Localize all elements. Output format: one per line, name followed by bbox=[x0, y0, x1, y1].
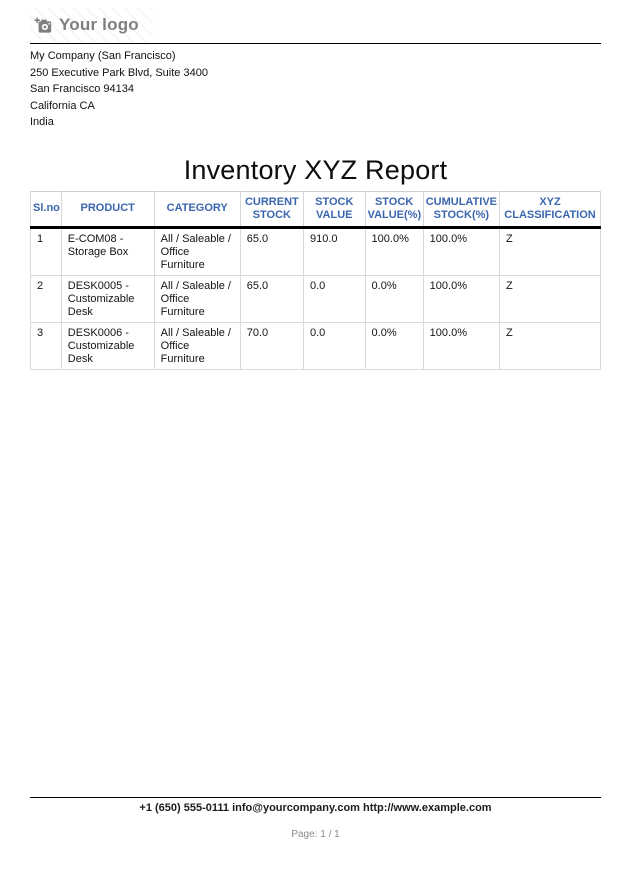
col-header-stock-value: STOCK VALUE bbox=[304, 191, 366, 227]
header-divider bbox=[30, 43, 601, 44]
table-row bbox=[31, 322, 601, 369]
cell-stock-value: 910.0 bbox=[304, 227, 366, 275]
company-address bbox=[30, 48, 601, 131]
cell-category: All / Saleable / Office Furniture bbox=[154, 322, 240, 369]
cell-xyz-classification: Z bbox=[500, 227, 601, 275]
page-number: Page: 1 / 1 bbox=[291, 829, 340, 840]
cell-stock-value: 0.0 bbox=[304, 275, 366, 322]
page-footer bbox=[30, 797, 601, 840]
col-header-stock-value-pct: STOCK VALUE(%) bbox=[365, 191, 423, 227]
cell-current-stock: 70.0 bbox=[240, 322, 303, 369]
camera-icon bbox=[34, 17, 52, 34]
address-line: California CA bbox=[30, 99, 95, 112]
cell-stock-value: 0.0 bbox=[304, 322, 366, 369]
address-line: 250 Executive Park Blvd, Suite 3400 bbox=[30, 66, 208, 79]
logo-label: Your logo bbox=[59, 15, 139, 34]
cell-slno: 1 bbox=[31, 227, 62, 275]
cell-stock-value-pct: 100.0% bbox=[365, 227, 423, 275]
col-header-current-stock: CURRENT STOCK bbox=[240, 191, 303, 227]
cell-stock-value-pct: 0.0% bbox=[365, 322, 423, 369]
col-header-product: PRODUCT bbox=[61, 191, 154, 227]
report-title: Inventory XYZ Report bbox=[183, 154, 448, 185]
cell-stock-value-pct: 0.0% bbox=[365, 275, 423, 322]
footer-contact: +1 (650) 555-0111 info@yourcompany.com http://www.example.com bbox=[139, 802, 492, 814]
table-row bbox=[31, 275, 601, 322]
col-header-cumulative-stock-pct: CUMULATIVE STOCK(%) bbox=[423, 191, 499, 227]
inventory-table bbox=[30, 191, 601, 370]
cell-current-stock: 65.0 bbox=[240, 275, 303, 322]
cell-cumulative-stock-pct: 100.0% bbox=[423, 227, 499, 275]
company-logo bbox=[30, 8, 153, 42]
cell-category: All / Saleable / Office Furniture bbox=[154, 275, 240, 322]
table-header-row bbox=[31, 191, 601, 227]
address-line: San Francisco 94134 bbox=[30, 83, 134, 96]
address-line: India bbox=[30, 116, 54, 129]
cell-category: All / Saleable / Office Furniture bbox=[154, 227, 240, 275]
cell-xyz-classification: Z bbox=[500, 322, 601, 369]
cell-slno: 2 bbox=[31, 275, 62, 322]
cell-product: DESK0006 - Customizable Desk bbox=[61, 322, 154, 369]
company-name: My Company (San Francisco) bbox=[30, 50, 176, 62]
cell-xyz-classification: Z bbox=[500, 275, 601, 322]
cell-product: DESK0005 - Customizable Desk bbox=[61, 275, 154, 322]
col-header-xyz-classification: XYZ CLASSIFICATION bbox=[500, 191, 601, 227]
table-row bbox=[31, 227, 601, 275]
cell-cumulative-stock-pct: 100.0% bbox=[423, 322, 499, 369]
col-header-category: CATEGORY bbox=[154, 191, 240, 227]
cell-cumulative-stock-pct: 100.0% bbox=[423, 275, 499, 322]
cell-product: E-COM08 - Storage Box bbox=[61, 227, 154, 275]
col-header-slno: Sl.no bbox=[31, 191, 62, 227]
cell-slno: 3 bbox=[31, 322, 62, 369]
cell-current-stock: 65.0 bbox=[240, 227, 303, 275]
